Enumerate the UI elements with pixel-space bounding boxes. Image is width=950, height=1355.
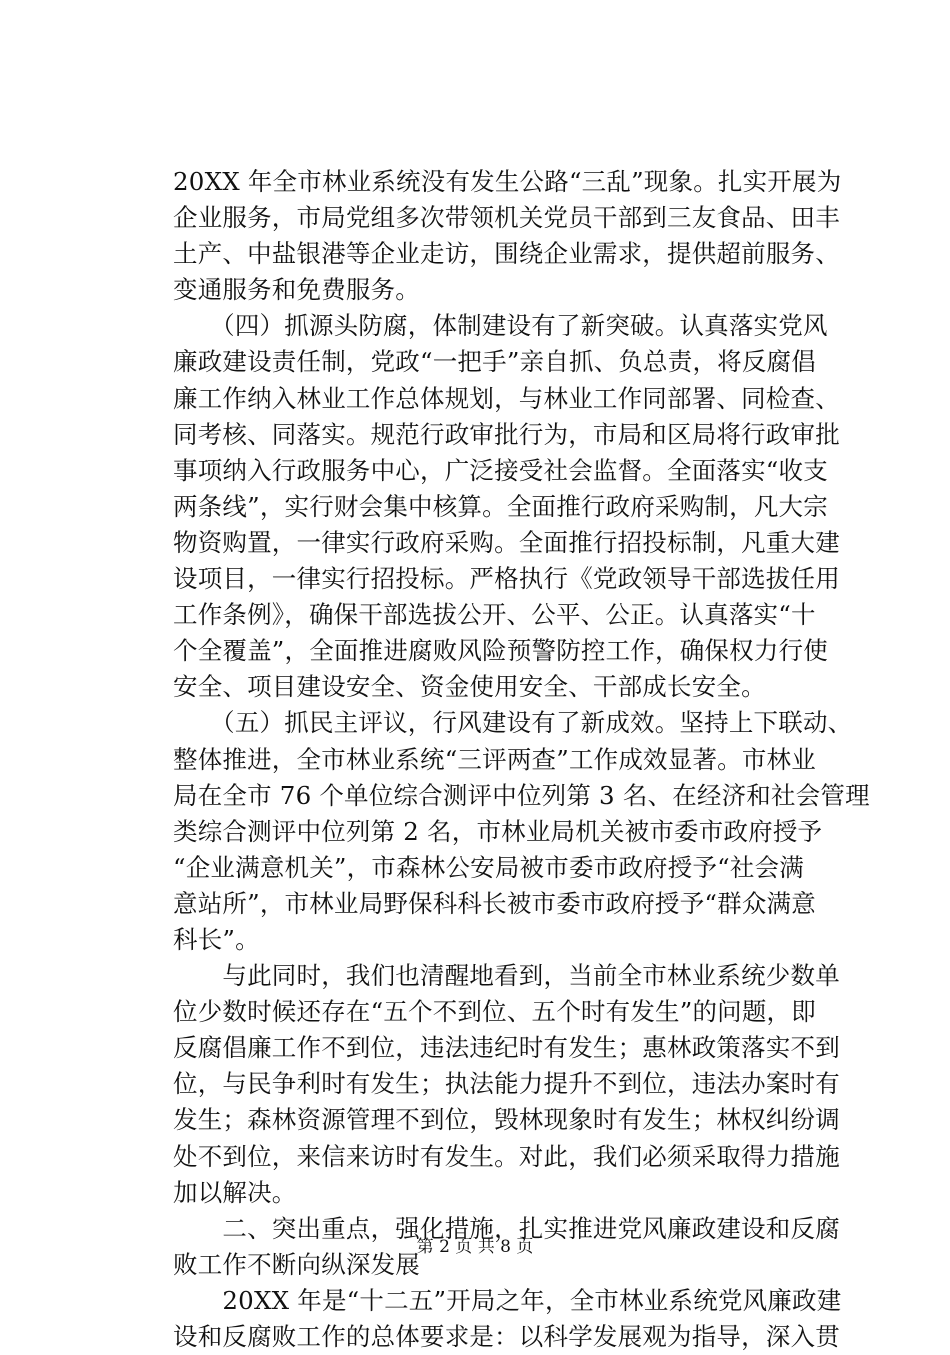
text-line: 整体推进，全市林业系统“三评两查”工作成效显著。市林业	[173, 744, 816, 774]
text-line: 设和反腐败工作的总体要求是：以科学发展观为指导，深入贯	[173, 1322, 840, 1351]
text-line: 设项目，一律实行招投标。严格执行《党政领导干部选拔任用	[173, 564, 840, 594]
text-line: 局在全市 76 个单位综合测评中位列第 3 名、在经济和社会管理	[173, 780, 870, 810]
text-line: “企业满意机关”，市森林公安局被市委市政府授予“社会满	[173, 852, 804, 882]
text-line: 发生；森林资源管理不到位，毁林现象时有发生；林权纠纷调	[173, 1105, 840, 1135]
text-line: 安全、项目建设安全、资金使用安全、干部成长安全。	[173, 672, 766, 702]
text-line: 科长”。	[173, 924, 260, 954]
text-line: （四）抓源头防腐，体制建设有了新突破。认真落实党风	[173, 311, 828, 341]
text-line: （五）抓民主评议，行风建设有了新成效。坚持上下联动、	[173, 708, 853, 738]
text-line: 二、突出重点，强化措施，扎实推进党风廉政建设和反腐	[173, 1213, 840, 1243]
text-line: 位，与民争利时有发生；执法能力提升不到位，违法办案时有	[173, 1069, 840, 1099]
text-line: 同考核、同落实。规范行政审批行为，市局和区局将行政审批	[173, 419, 840, 449]
text-line: 意站所”，市林业局野保科科长被市委市政府授予“群众满意	[173, 888, 816, 918]
text-line: 败工作不断向纵深发展	[173, 1249, 420, 1279]
page-number-label: 第 2 页 共 8 页	[416, 1237, 534, 1257]
text-line: 处不到位，来信来访时有发生。对此，我们必须采取得力措施	[173, 1141, 840, 1171]
text-line: 位少数时候还存在“五个不到位、五个时有发生”的问题，即	[173, 997, 816, 1027]
text-line: 物资购置，一律实行政府采购。全面推行招投标制，凡重大建	[173, 527, 840, 557]
text-line: 两条线”，实行财会集中核算。全面推行政府采购制，凡大宗	[173, 491, 828, 521]
text-line: 类综合测评中位列第 2 名，市林业局机关被市委市政府授予	[173, 816, 823, 846]
text-line: 企业服务，市局党组多次带领机关党员干部到三友食品、田丰	[173, 203, 840, 233]
text-line: 20XX 年是“十二五”开局之年，全市林业系统党风廉政建	[173, 1285, 842, 1315]
text-line: 与此同时，我们也清醒地看到，当前全市林业系统少数单	[173, 961, 840, 991]
text-line: 廉工作纳入林业工作总体规划，与林业工作同部署、同检查、	[173, 383, 840, 413]
text-line: 变通服务和免费服务。	[173, 275, 420, 305]
text-line: 土产、中盐银港等企业走访，围绕企业需求，提供超前服务、	[173, 239, 840, 269]
text-line: 20XX 年全市林业系统没有发生公路“三乱”现象。扎实开展为	[173, 167, 842, 196]
text-line: 反腐倡廉工作不到位，违法违纪时有发生；惠林政策落实不到	[173, 1033, 840, 1063]
page-footer	[0, 1237, 950, 1257]
text-line: 廉政建设责任制，党政“一把手”亲自抓、负总责，将反腐倡	[173, 347, 816, 377]
text-line: 加以解决。	[173, 1177, 297, 1207]
text-line: 个全覆盖”，全面推进腐败风险预警防控工作，确保权力行使	[173, 636, 828, 666]
text-line: 事项纳入行政服务中心，广泛接受社会监督。全面落实“收支	[173, 455, 828, 485]
text-line: 工作条例》，确保干部选拔公开、公平、公正。认真落实“十	[173, 600, 816, 630]
body-text	[173, 164, 870, 1355]
